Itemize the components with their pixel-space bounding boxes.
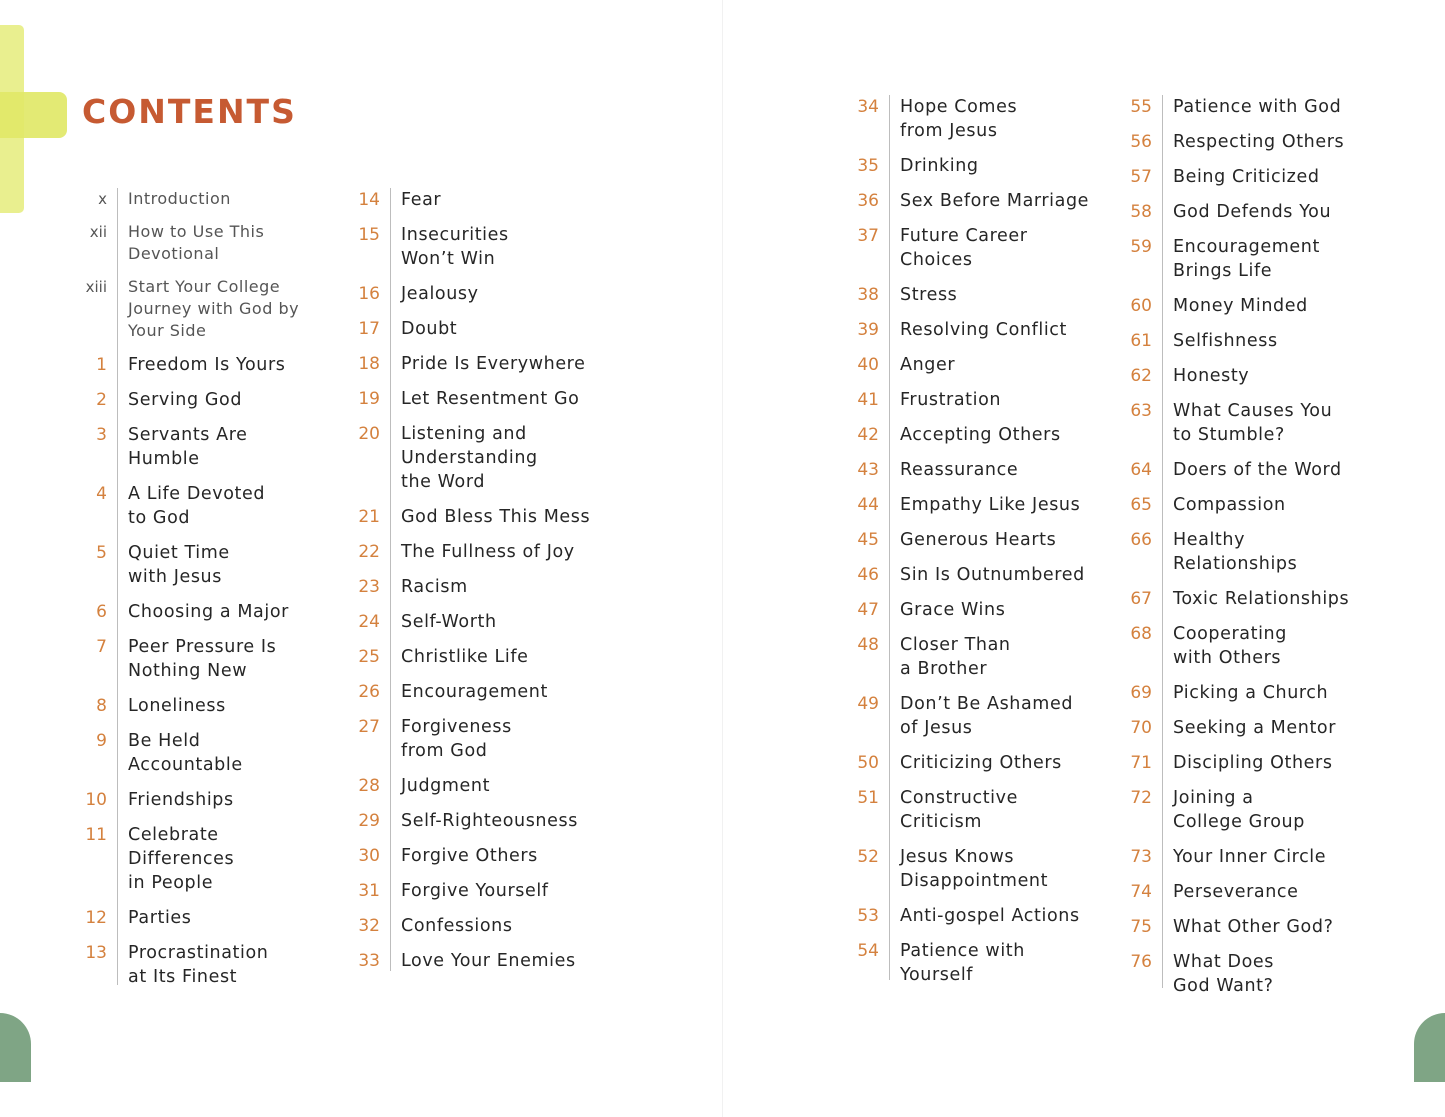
toc-column-3: [857, 95, 1099, 985]
entry-title: Patience with: [900, 941, 1025, 961]
page-number: x: [98, 190, 107, 208]
page-number: 47: [857, 600, 879, 620]
page-number: 24: [358, 612, 380, 632]
entry-title: Criticism: [900, 812, 983, 832]
page-number: 73: [1130, 847, 1152, 867]
entry-title: Perseverance: [1173, 882, 1299, 902]
entry-title: from Jesus: [900, 121, 998, 141]
page-number: 62: [1130, 366, 1152, 386]
entry-title: Doubt: [401, 319, 458, 339]
page-number: 12: [85, 908, 107, 928]
entry-title: Yourself: [900, 965, 974, 985]
entry-title: Money Minded: [1173, 296, 1308, 316]
arch-decoration-right: [1414, 1013, 1445, 1082]
entry-title: Honesty: [1173, 366, 1250, 386]
entry-title: Reassurance: [900, 460, 1019, 480]
page-number: 3: [96, 425, 107, 445]
entry-title: Listening and: [401, 424, 527, 444]
entry-title: Insecurities: [401, 225, 509, 245]
entry-title: with Jesus: [128, 567, 222, 587]
column-divider: [889, 95, 890, 980]
page-number: 42: [857, 425, 879, 445]
page-number: 22: [358, 542, 380, 562]
entry-title: Criticizing Others: [900, 753, 1062, 773]
page-number: 5: [96, 543, 107, 563]
entry-title: Quiet Time: [128, 543, 230, 563]
page-number: 49: [857, 694, 879, 714]
entry-title: Forgiveness: [401, 717, 512, 737]
page-number: 38: [857, 285, 879, 305]
entry-title: Closer Than: [900, 635, 1011, 655]
entry-title: Constructive: [900, 788, 1018, 808]
entry-title: Racism: [401, 577, 468, 597]
entry-title: Stress: [900, 285, 958, 305]
entry-title: Humble: [128, 449, 200, 469]
entry-title: Discipling Others: [1173, 753, 1333, 773]
page-number: 74: [1130, 882, 1152, 902]
entry-title: Love Your Enemies: [401, 951, 576, 971]
page-number: xiii: [85, 278, 107, 296]
entry-title: How to Use This: [128, 222, 265, 241]
arch-decoration-left: [0, 1013, 31, 1082]
page-number: 9: [96, 731, 107, 751]
page-number: 76: [1130, 952, 1152, 972]
entry-title: Grace Wins: [900, 600, 1006, 620]
entry-title: Anger: [900, 355, 956, 375]
toc-column-2: [358, 188, 600, 971]
page-number: 52: [857, 847, 879, 867]
entry-title: College Group: [1173, 812, 1305, 832]
entry-title: Procrastination: [128, 943, 269, 963]
toc-column-4: [1130, 95, 1382, 996]
page-number: 66: [1130, 530, 1152, 550]
entry-title: Your Side: [128, 321, 207, 340]
entry-title: Resolving Conflict: [900, 320, 1067, 340]
contents-title: CONTENTS: [82, 92, 297, 131]
page-number: 61: [1130, 331, 1152, 351]
entry-title: Start Your College: [128, 277, 281, 296]
entry-title: Differences: [128, 849, 235, 869]
entry-title: Hope Comes: [900, 97, 1018, 117]
page-number: 57: [1130, 167, 1152, 187]
entry-title: Joining a: [1173, 788, 1254, 808]
page-number: 29: [358, 811, 380, 831]
entry-title: Frustration: [900, 390, 1002, 410]
entry-title: a Brother: [900, 659, 988, 679]
entry-title: God Defends You: [1173, 202, 1332, 222]
entry-title: the Word: [401, 472, 486, 492]
page-number: 68: [1130, 624, 1152, 644]
entry-title: God Want?: [1173, 976, 1274, 996]
page-number: 39: [857, 320, 879, 340]
entry-title: Nothing New: [128, 661, 248, 681]
page-number: 50: [857, 753, 879, 773]
entry-title: Accountable: [128, 755, 243, 775]
page-number: 67: [1130, 589, 1152, 609]
page-number: 64: [1130, 460, 1152, 480]
page-number: 63: [1130, 401, 1152, 421]
page-number: 51: [857, 788, 879, 808]
entry-title: Be Held: [128, 731, 201, 751]
entry-title: Choices: [900, 250, 973, 270]
entry-title: Peer Pressure Is: [128, 637, 277, 657]
entry-title: Toxic Relationships: [1173, 589, 1350, 609]
entry-title: Being Criticized: [1173, 167, 1320, 187]
page-number: 59: [1130, 237, 1152, 257]
entry-title: Sex Before Marriage: [900, 191, 1090, 211]
entry-title: The Fullness of Joy: [401, 542, 575, 562]
entry-title: Self-Worth: [401, 612, 497, 632]
column-divider: [117, 188, 118, 985]
entry-title: Understanding: [401, 448, 538, 468]
entry-title: Loneliness: [128, 696, 226, 716]
page-number: 58: [1130, 202, 1152, 222]
page-number: 27: [358, 717, 380, 737]
page-number: 35: [857, 156, 879, 176]
entry-title: Celebrate: [128, 825, 219, 845]
page-number: 46: [857, 565, 879, 585]
page-number: 11: [85, 825, 107, 845]
entry-title: Won’t Win: [401, 249, 496, 269]
entry-title: Seeking a Mentor: [1173, 718, 1337, 738]
entry-title: Christlike Life: [401, 647, 529, 667]
entry-title: Servants Are: [128, 425, 248, 445]
entry-title: Forgive Yourself: [401, 881, 549, 901]
cross-decoration-horizontal: [0, 92, 67, 138]
entry-title: Compassion: [1173, 495, 1286, 515]
entry-title: Selfishness: [1173, 331, 1278, 351]
entry-title: Your Inner Circle: [1173, 847, 1327, 867]
entry-title: Freedom Is Yours: [128, 355, 286, 375]
page-number: 20: [358, 424, 380, 444]
entry-title: What Causes You: [1173, 401, 1333, 421]
page-number: 32: [358, 916, 380, 936]
entry-title: Anti-gospel Actions: [900, 906, 1080, 926]
entry-title: Devotional: [128, 244, 220, 263]
entry-title: Jealousy: [401, 284, 479, 304]
page-number: 16: [358, 284, 380, 304]
entry-title: Let Resentment Go: [401, 389, 580, 409]
page-number: 33: [358, 951, 380, 971]
entry-title: Doers of the Word: [1173, 460, 1342, 480]
entry-title: God Bless This Mess: [401, 507, 591, 527]
entry-title: Choosing a Major: [128, 602, 289, 622]
page-number: 15: [358, 225, 380, 245]
entry-title: Don’t Be Ashamed: [900, 694, 1074, 714]
page-number: 55: [1130, 97, 1152, 117]
page-number: 25: [358, 647, 380, 667]
entry-title: Journey with God by: [128, 299, 300, 318]
entry-title: Fear: [401, 190, 442, 210]
page-number: 4: [96, 484, 107, 504]
page-number: 41: [857, 390, 879, 410]
page-number: 6: [96, 602, 107, 622]
page-number: 53: [857, 906, 879, 926]
entry-title: Self-Righteousness: [401, 811, 578, 831]
page-number: 31: [358, 881, 380, 901]
entry-title: in People: [128, 873, 214, 893]
entry-title: What Other God?: [1173, 917, 1334, 937]
entry-title: Serving God: [128, 390, 243, 410]
page-number: 45: [857, 530, 879, 550]
entry-title: Encouragement: [1173, 237, 1320, 257]
entry-title: Pride Is Everywhere: [401, 354, 586, 374]
page-number: 70: [1130, 718, 1152, 738]
entry-title: to Stumble?: [1173, 425, 1285, 445]
page-number: 40: [857, 355, 879, 375]
entry-title: Jesus Knows: [900, 847, 1015, 867]
entry-title: Drinking: [900, 156, 979, 176]
page-number: 8: [96, 696, 107, 716]
entry-title: at Its Finest: [128, 967, 238, 987]
entry-title: Encouragement: [401, 682, 548, 702]
entry-title: from God: [401, 741, 488, 761]
entry-title: Introduction: [128, 189, 231, 208]
entry-title: Parties: [128, 908, 192, 928]
entry-title: What Does: [1173, 952, 1275, 972]
page-number: 28: [358, 776, 380, 796]
page-number: xii: [89, 223, 107, 241]
column-divider: [1162, 95, 1163, 988]
page-number: 36: [857, 191, 879, 211]
entry-title: Confessions: [401, 916, 513, 936]
page-number: 26: [358, 682, 380, 702]
page-number: 56: [1130, 132, 1152, 152]
spread-gutter: [722, 0, 723, 1117]
page-number: 17: [358, 319, 380, 339]
page-number: 75: [1130, 917, 1152, 937]
entry-title: Brings Life: [1173, 261, 1273, 281]
entry-title: of Jesus: [900, 718, 973, 738]
page-number: 44: [857, 495, 879, 515]
page-number: 1: [96, 355, 107, 375]
entry-title: Relationships: [1173, 554, 1298, 574]
entry-title: Respecting Others: [1173, 132, 1345, 152]
page-number: 13: [85, 943, 107, 963]
page-number: 2: [96, 390, 107, 410]
entry-title: Cooperating: [1173, 624, 1287, 644]
page-number: 7: [96, 637, 107, 657]
page-number: 14: [358, 190, 380, 210]
entry-title: Forgive Others: [401, 846, 538, 866]
entry-title: with Others: [1173, 648, 1282, 668]
entry-title: Picking a Church: [1173, 683, 1329, 703]
entry-title: Friendships: [128, 790, 234, 810]
entry-title: Generous Hearts: [900, 530, 1057, 550]
entry-title: to God: [128, 508, 191, 528]
page-number: 10: [85, 790, 107, 810]
page-number: 18: [358, 354, 380, 374]
entry-title: A Life Devoted: [128, 484, 266, 504]
page-number: 30: [358, 846, 380, 866]
page-number: 60: [1130, 296, 1152, 316]
page-number: 43: [857, 460, 879, 480]
page-number: 21: [358, 507, 380, 527]
page-number: 69: [1130, 683, 1152, 703]
toc-column-1: [85, 188, 327, 987]
page-number: 34: [857, 97, 879, 117]
column-divider: [390, 188, 391, 971]
entry-title: Healthy: [1173, 530, 1246, 550]
entry-title: Disappointment: [900, 871, 1049, 891]
page-number: 72: [1130, 788, 1152, 808]
page-number: 71: [1130, 753, 1152, 773]
page-number: 48: [857, 635, 879, 655]
entry-title: Sin Is Outnumbered: [900, 565, 1085, 585]
entry-title: Accepting Others: [900, 425, 1061, 445]
entry-title: Patience with God: [1173, 97, 1342, 117]
entry-title: Future Career: [900, 226, 1028, 246]
entry-title: Empathy Like Jesus: [900, 495, 1081, 515]
entry-title: Judgment: [401, 776, 491, 796]
page-number: 54: [857, 941, 879, 961]
page-number: 23: [358, 577, 380, 597]
page-number: 19: [358, 389, 380, 409]
page-number: 65: [1130, 495, 1152, 515]
page-number: 37: [857, 226, 879, 246]
